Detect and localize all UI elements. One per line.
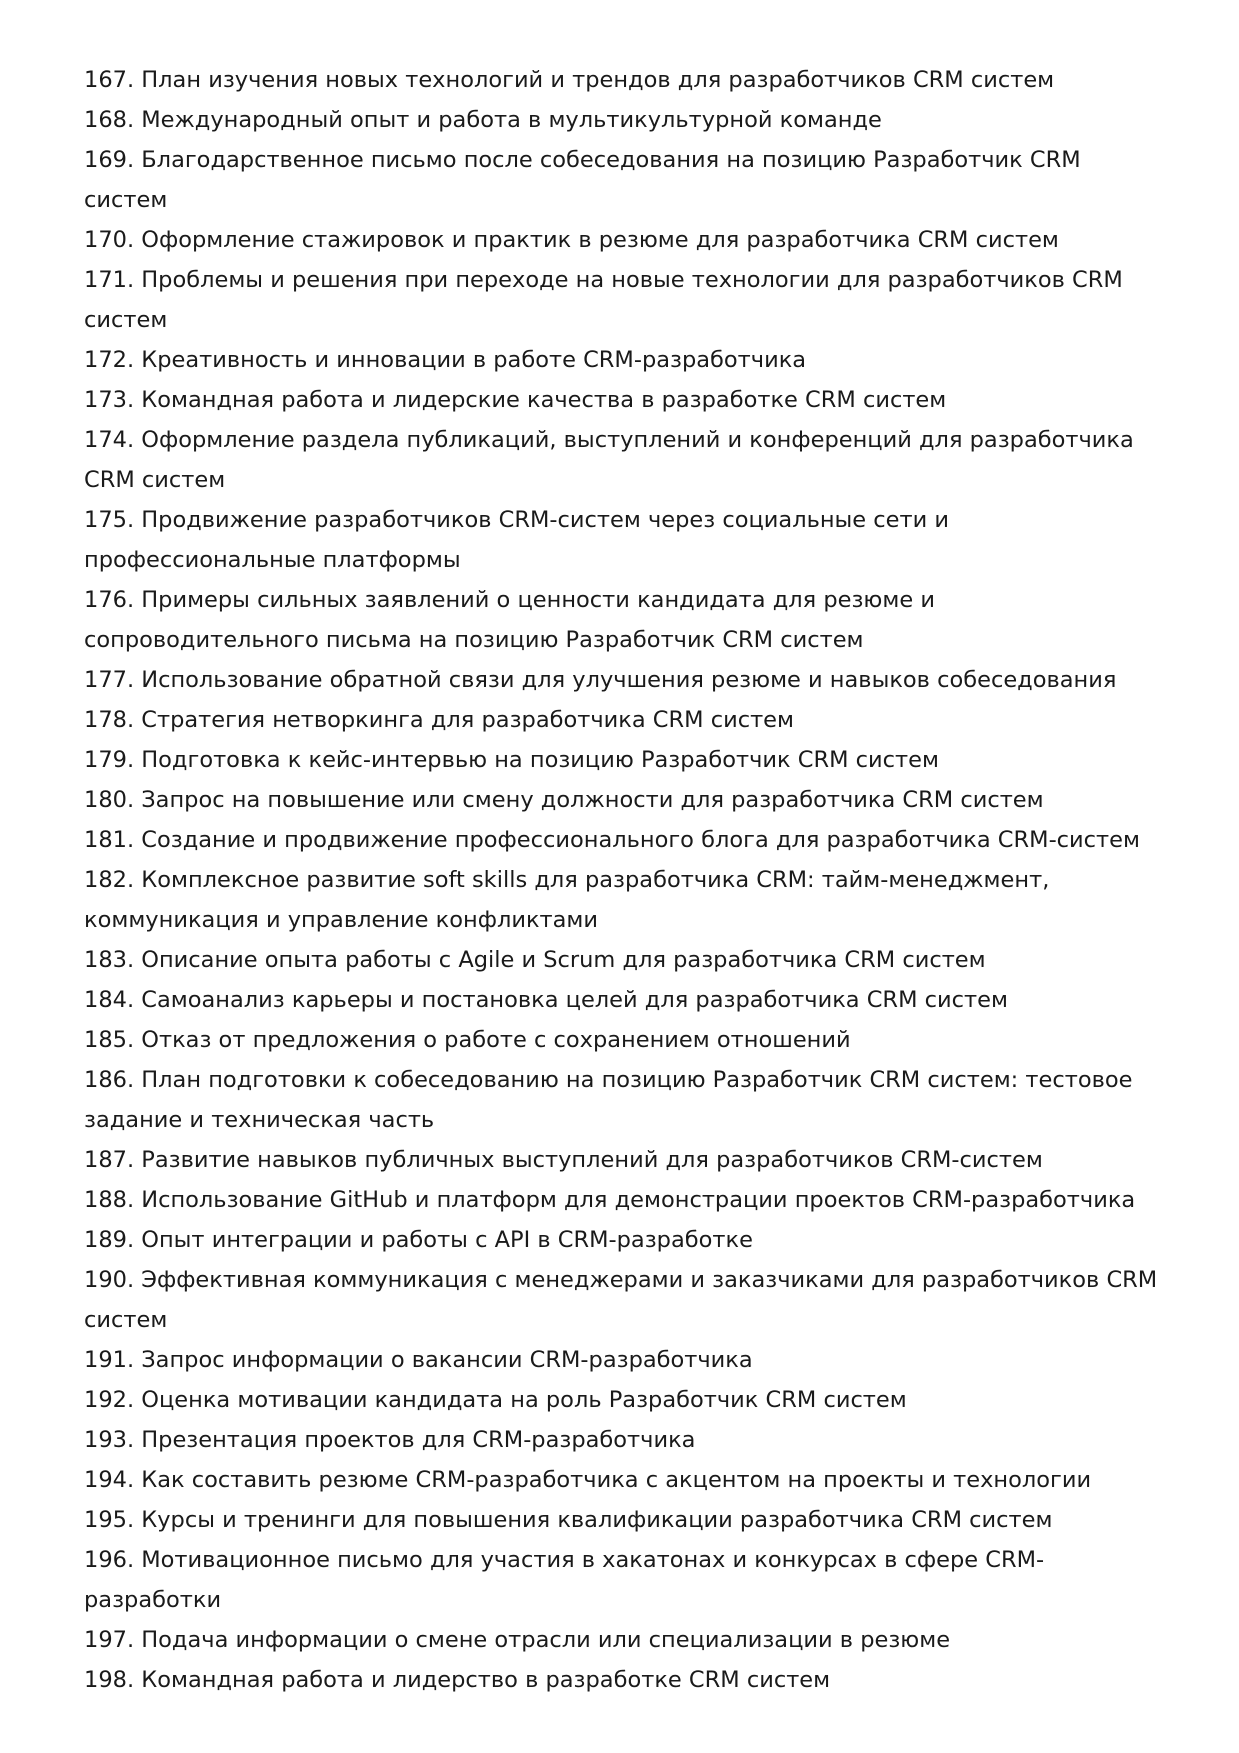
list-item: 198. Командная работа и лидерство в разработке CRM систем: [84, 1667, 831, 1693]
topic-list: [84, 60, 1164, 1700]
list-item: 197. Подача информации о смене отрасли или специализации в резюме: [84, 1627, 951, 1653]
list-item: 188. Использование GitHub и платформ для демонстрации проектов CRM-разработчика: [84, 1187, 1136, 1213]
list-item: 191. Запрос информации о вакансии CRM-разработчика: [84, 1347, 753, 1373]
list-item: 167. План изучения новых технологий и трендов для разработчиков CRM систем: [84, 67, 1055, 93]
list-item: 170. Оформление стажировок и практик в резюме для разработчика CRM систем: [84, 227, 1059, 253]
list-item: 190. Эффективная коммуникация с менеджерами и заказчиками для разработчиков CRM систем: [84, 1267, 1158, 1333]
list-item: 172. Креативность и инновации в работе CRM-разработчика: [84, 347, 807, 373]
list-item: 173. Командная работа и лидерские качества в разработке CRM систем: [84, 387, 947, 413]
list-item: 193. Презентация проектов для CRM-разработчика: [84, 1427, 696, 1453]
list-item: 182. Комплексное развитие soft skills для разработчика CRM: тайм-менеджмент, коммуникация и управление конфликтами: [84, 867, 1050, 933]
list-item: 189. Опыт интеграции и работы с API в CRM-разработке: [84, 1227, 753, 1253]
list-item: 179. Подготовка к кейс-интервью на позицию Разработчик CRM систем: [84, 747, 939, 773]
list-item: 177. Использование обратной связи для улучшения резюме и навыков собеседования: [84, 667, 1117, 693]
list-item: 187. Развитие навыков публичных выступлений для разработчиков CRM-систем: [84, 1147, 1043, 1173]
list-item: 194. Как составить резюме CRM-разработчика с акцентом на проекты и технологии: [84, 1467, 1092, 1493]
list-item: 169. Благодарственное письмо после собеседования на позицию Разработчик CRM систем: [84, 147, 1081, 213]
list-item: 176. Примеры сильных заявлений о ценности кандидата для резюме и сопроводительного письма на позицию Разработчик CRM систем: [84, 587, 935, 653]
list-item: 180. Запрос на повышение или смену должности для разработчика CRM систем: [84, 787, 1044, 813]
list-item: 183. Описание опыта работы с Agile и Scrum для разработчика CRM систем: [84, 947, 986, 973]
list-item: 175. Продвижение разработчиков CRM-систем через социальные сети и профессиональные платформы: [84, 507, 950, 573]
list-item: 192. Оценка мотивации кандидата на роль Разработчик CRM систем: [84, 1387, 907, 1413]
list-item: 185. Отказ от предложения о работе с сохранением отношений: [84, 1027, 851, 1053]
list-item: 181. Создание и продвижение профессионального блога для разработчика CRM-систем: [84, 827, 1140, 853]
list-item: 195. Курсы и тренинги для повышения квалификации разработчика CRM систем: [84, 1507, 1053, 1533]
list-item: 168. Международный опыт и работа в мультикультурной команде: [84, 107, 882, 133]
list-item: 186. План подготовки к собеседованию на позицию Разработчик CRM систем: тестовое задание и техническая часть: [84, 1067, 1133, 1133]
list-item: 184. Самоанализ карьеры и постановка целей для разработчика CRM систем: [84, 987, 1008, 1013]
list-item: 171. Проблемы и решения при переходе на новые технологии для разработчиков CRM систем: [84, 267, 1123, 333]
list-item: 174. Оформление раздела публикаций, выступлений и конференций для разработчика CRM систем: [84, 427, 1134, 493]
list-item: 178. Стратегия нетворкинга для разработчика CRM систем: [84, 707, 794, 733]
list-item: 196. Мотивационное письмо для участия в хакатонах и конкурсах в сфере CRM-разработки: [84, 1547, 1045, 1613]
